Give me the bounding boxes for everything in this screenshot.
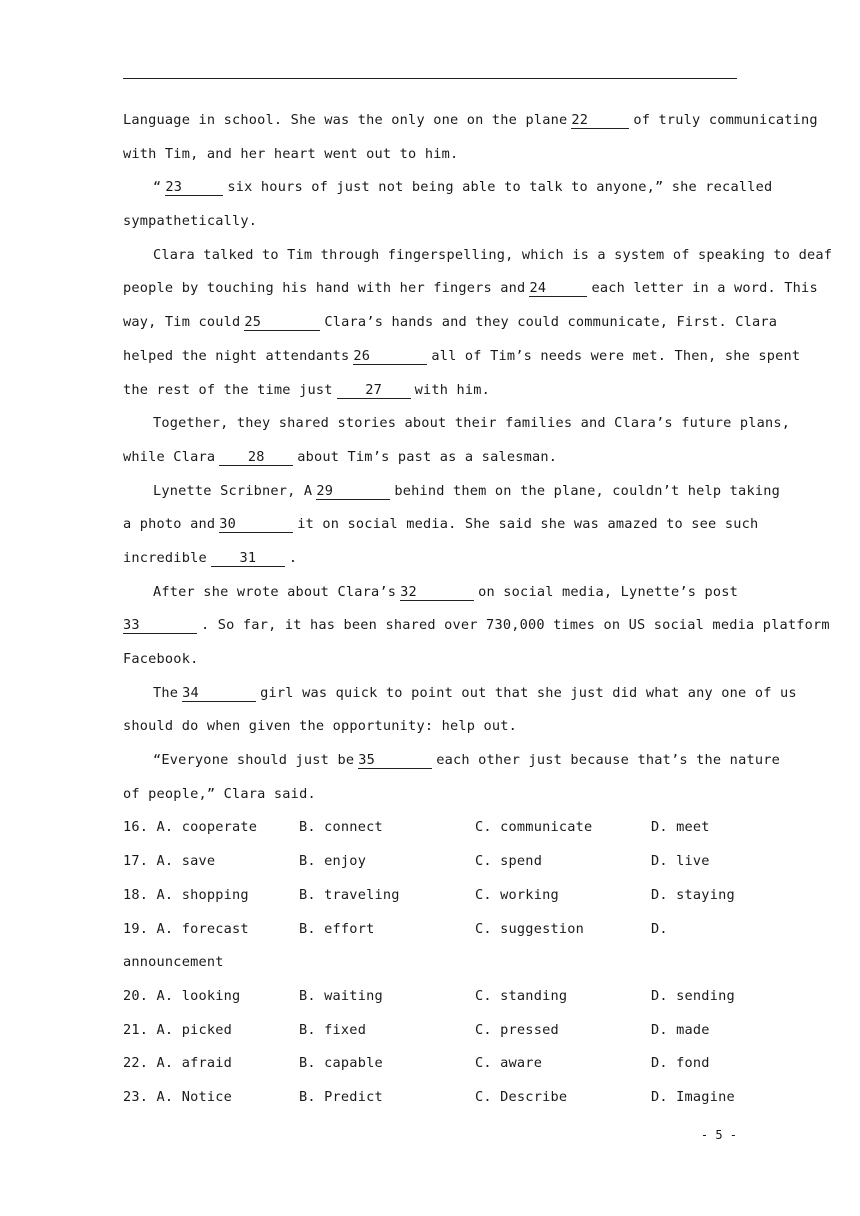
question-23 (123, 1081, 737, 1115)
option-d: D. Imagine (651, 1088, 735, 1105)
text: helped the night attendants (123, 347, 350, 364)
question-number: 16. (123, 819, 149, 836)
option-a: A. cooperate (156, 819, 258, 836)
option-c: C. aware (475, 1055, 543, 1072)
option-a: A. afraid (156, 1055, 233, 1072)
option-d: D. staying (651, 886, 735, 903)
blank-30: 30 (219, 517, 293, 533)
text: The (153, 684, 179, 701)
option-d: D. (651, 920, 668, 937)
passage-line (123, 104, 818, 138)
text: Language in school. She was the only one on the plane (123, 112, 568, 128)
option-d: D. fond (651, 1055, 710, 1072)
question-22 (123, 1047, 737, 1081)
text: about Tim’s past as a salesman. (297, 448, 558, 465)
passage-body (123, 104, 833, 1115)
option-a: A. forecast (156, 920, 249, 937)
text: . (288, 549, 298, 566)
option-b: B. effort (299, 920, 375, 937)
passage-line: with Tim, and her heart went out to him. (123, 145, 459, 162)
passage-line (123, 609, 830, 643)
passage-line (123, 475, 780, 509)
text: girl was quick to point out that she just did what any one of us (260, 684, 797, 701)
question-number: 22. (123, 1055, 149, 1072)
text: while Clara (123, 448, 216, 465)
option-b: B. fixed (299, 1021, 367, 1038)
passage-line: Clara talked to Tim through fingerspelling, which is a system of speaking to deaf (153, 246, 833, 263)
option-c: C. Describe (475, 1088, 568, 1105)
option-a: A. shopping (156, 886, 249, 903)
option-b: B. Predict (299, 1088, 383, 1105)
passage-line (123, 340, 801, 374)
text: Clara’s hands and they could communicate, First. Clara (324, 314, 778, 331)
passage-line: sympathetically. (123, 213, 258, 230)
blank-23: 23 (165, 180, 223, 196)
page-number: - 5 - (700, 1128, 737, 1142)
text: each other just because that’s the nature (436, 752, 780, 769)
text: of truly communicating (633, 112, 818, 128)
text: . So far, it has been shared over 730,000 times on US social media platform (201, 617, 830, 634)
option-c: C. working (475, 886, 559, 903)
passage-line (123, 171, 773, 205)
passage-line (123, 677, 797, 711)
blank-29: 29 (316, 484, 390, 500)
question-number: 18. (123, 886, 149, 903)
passage-line: of people,” Clara said. (123, 785, 316, 802)
question-number: 21. (123, 1021, 149, 1038)
question-18 (123, 879, 737, 913)
question-list (123, 811, 737, 1114)
option-a: A. looking (156, 987, 241, 1004)
header-rule (123, 78, 737, 79)
passage-line (123, 374, 737, 408)
blank-32: 32 (400, 585, 474, 601)
blank-25: 25 (244, 315, 320, 331)
question-number: 23. (123, 1088, 149, 1105)
blank-27: 27 (337, 383, 411, 399)
question-number: 20. (123, 987, 149, 1004)
option-c: C. pressed (475, 1021, 559, 1038)
text: each letter in a word. This (591, 280, 818, 297)
option-d: D. sending (651, 987, 735, 1004)
question-20 (123, 980, 737, 1014)
text: “Everyone should just be (153, 752, 355, 769)
option-d-wrap: announcement (123, 954, 224, 971)
option-c: C. standing (475, 987, 568, 1004)
text: After she wrote about Clara’s (153, 583, 397, 600)
blank-26: 26 (353, 349, 427, 365)
passage-line: should do when given the opportunity: help out. (123, 718, 518, 735)
question-17 (123, 845, 737, 879)
text: incredible (123, 549, 207, 566)
passage-line: Together, they shared stories about their families and Clara’s future plans, (153, 415, 791, 432)
blank-34: 34 (182, 686, 256, 702)
passage-line: Facebook. (123, 651, 199, 667)
option-b: B. waiting (299, 987, 383, 1004)
option-b: B. connect (299, 819, 383, 836)
text: a photo and (123, 516, 216, 533)
passage-line (123, 576, 737, 610)
blank-28: 28 (219, 450, 293, 466)
question-number: 17. (123, 853, 149, 870)
passage-line (123, 272, 818, 306)
passage-line (123, 306, 778, 340)
blank-22: 22 (571, 113, 629, 129)
option-c: C. spend (475, 853, 543, 870)
option-a: A. Notice (156, 1088, 233, 1105)
option-c: C. communicate (475, 819, 593, 836)
text: the rest of the time just (123, 381, 333, 398)
option-a: A. save (156, 853, 216, 870)
text: way, Tim could (123, 314, 241, 331)
passage-line (123, 508, 759, 542)
blank-33: 33 (123, 618, 197, 634)
question-19 (123, 913, 737, 947)
question-number: 19. (123, 920, 149, 937)
blank-35: 35 (358, 753, 432, 769)
text: with him. (414, 381, 491, 398)
text: it on social media. She said she was amazed to see such (297, 516, 759, 533)
question-21 (123, 1014, 737, 1048)
passage-line (123, 542, 737, 576)
text: people by touching his hand with her fingers and (123, 280, 526, 297)
blank-24: 24 (529, 281, 587, 297)
text: all of Tim’s needs were met. Then, she spent (431, 347, 801, 364)
option-b: B. traveling (299, 886, 400, 903)
option-d: D. live (651, 853, 710, 870)
blank-31: 31 (211, 551, 285, 567)
option-b: B. capable (299, 1055, 383, 1072)
option-c: C. suggestion (475, 920, 584, 937)
text: six hours of just not being able to talk to anyone,” she recalled (227, 179, 773, 196)
option-d: D. meet (651, 819, 710, 836)
option-a: A. picked (156, 1021, 233, 1038)
text: Lynette Scribner, A (153, 482, 313, 499)
option-d: D. made (651, 1021, 710, 1038)
text: behind them on the plane, couldn’t help taking (394, 482, 780, 499)
passage-line (123, 441, 737, 475)
passage-line (123, 744, 780, 778)
text: “ (153, 179, 162, 196)
option-b: B. enjoy (299, 853, 367, 870)
question-16 (123, 811, 737, 845)
text: on social media, Lynette’s post (478, 583, 739, 600)
